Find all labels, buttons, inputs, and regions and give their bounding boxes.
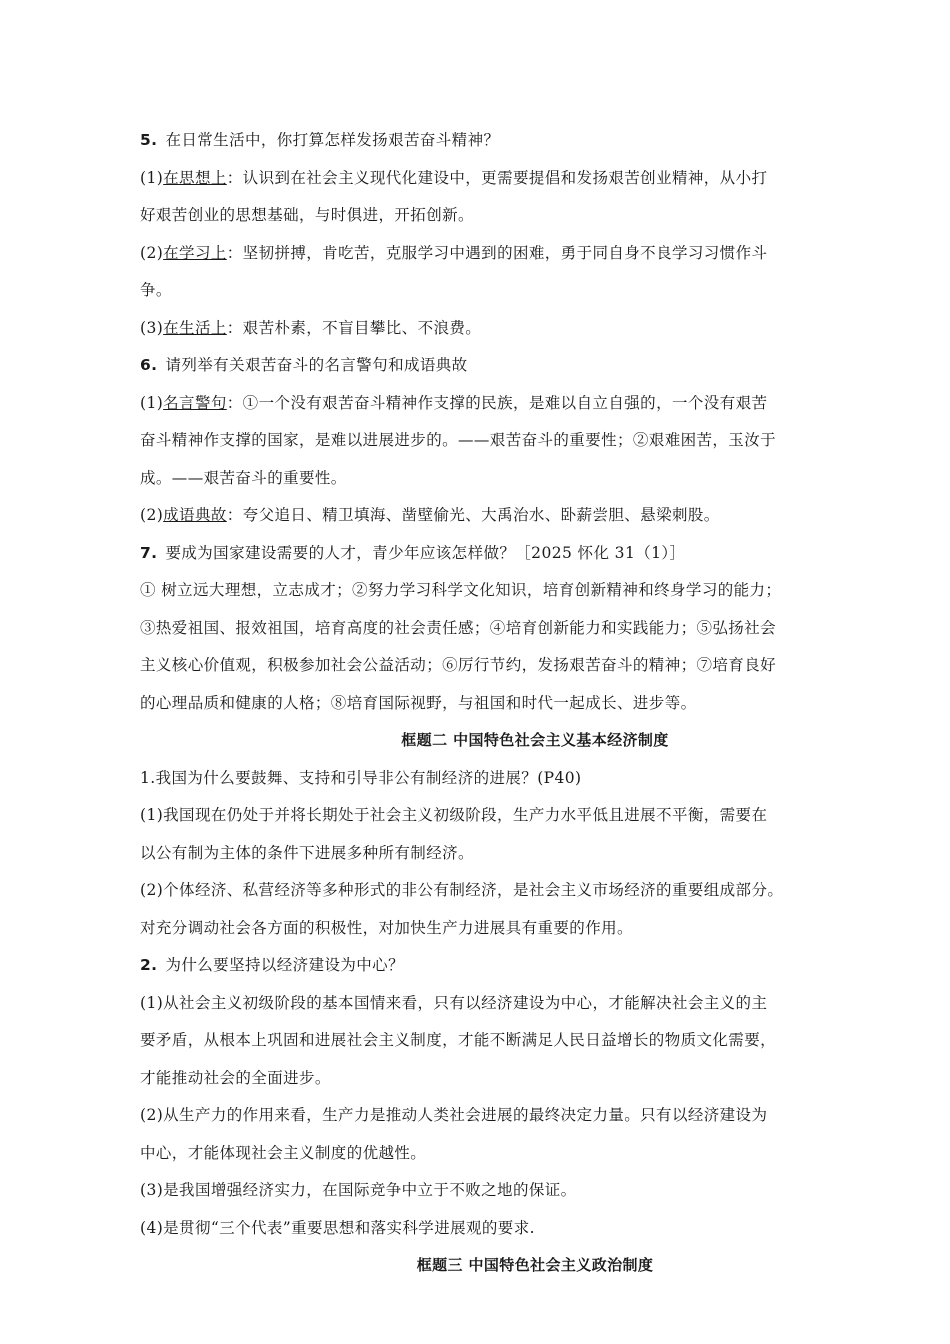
answer-line: (3)是我国增强经济实力，在国际竞争中立于不败之地的保证。	[140, 1181, 577, 1199]
answer-line: 要矛盾，从根本上巩固和进展社会主义制度，才能不断满足人民日益增长的物质文化需要，	[140, 1031, 777, 1049]
question-heading: 1.我国为什么要鼓舞、支持和引导非公有制经济的进展？(P40)	[140, 768, 582, 787]
section-2-title: 框题二 中国特色社会主义基本经济制度	[401, 731, 669, 749]
answer-line	[140, 497, 830, 535]
answer-line: (1)我国现在仍处于并将长期处于社会主义初级阶段，生产力水平低且进展不平衡，需要在	[140, 806, 768, 824]
section-3-title: 框题三 中国特色社会主义政治制度	[416, 1256, 654, 1274]
answer-line: 中心，才能体现社会主义制度的优越性。	[140, 1143, 427, 1162]
answer-line: 以公有制为主体的条件下进展多种所有制经济。	[140, 843, 474, 862]
item-prefix: (1)	[140, 168, 164, 187]
question-title: 要成为国家建设需要的人才，青少年应该怎样做？［2025 怀化 31（1）］	[165, 543, 686, 562]
item-sep: ：	[226, 318, 243, 337]
answer-line: 好艰苦创业的思想基础，与时俱进，开拓创新。	[140, 206, 474, 224]
item-prefix: (3)	[140, 318, 164, 337]
answer-line	[140, 385, 830, 423]
answer-line: 才能推动社会的全面进步。	[140, 1068, 331, 1087]
item-text: 认识到在社会主义现代化建设中，更需要提倡和发扬艰苦创业精神，从小打	[242, 168, 768, 187]
item-text: 坚韧拼搏，肯吃苦，克服学习中遇到的困难，勇于同自身不良学习习惯作斗	[242, 243, 768, 262]
answer-line: 主义核心价值观，积极参加社会公益活动；⑥厉行节约，发扬艰苦奋斗的精神；⑦培育良好	[140, 656, 777, 674]
answer-line: 奋斗精神作支撑的国家，是难以进展进步的。——艰苦奋斗的重要性；②艰难困苦，玉汝于	[140, 431, 777, 449]
question-number: 5.	[140, 131, 158, 149]
answer-line: (1)从社会主义初级阶段的基本国情来看，只有以经济建设为中心，才能解决社会主义的主	[140, 993, 768, 1012]
item-label: 名言警句	[163, 393, 227, 412]
question-number: 2.	[140, 956, 158, 974]
item-text: 艰苦朴素，不盲目攀比、不浪费。	[242, 318, 482, 337]
answer-line: 的心理品质和健康的人格；⑧培育国际视野，与祖国和时代一起成长、进步等。	[140, 693, 697, 712]
answer-line: (2)从生产力的作用来看，生产力是推动人类社会进展的最终决定力量。只有以经济建设为	[140, 1106, 768, 1124]
item-prefix: (2)	[140, 506, 164, 524]
question-number: 7.	[140, 543, 158, 562]
question-number: 6.	[140, 356, 158, 374]
item-prefix: (2)	[140, 243, 164, 262]
item-label: 在学习上	[163, 243, 227, 262]
answer-line: 成。——艰苦奋斗的重要性。	[140, 468, 347, 487]
question-6-heading	[140, 347, 830, 385]
question-title: 为什么要坚持以经济建设为中心？	[165, 956, 404, 974]
item-prefix: (1)	[140, 393, 164, 412]
item-label: 成语典故	[163, 506, 227, 524]
answer-line: (4)是贯彻“三个代表”重要思想和落实科学进展观的要求.	[140, 1218, 535, 1237]
item-label: 在生活上	[163, 318, 227, 337]
document-content	[140, 122, 830, 1285]
answer-line: (2)个体经济、私营经济等多种形式的非公有制经济，是社会主义市场经济的重要组成部分。	[140, 881, 784, 899]
answer-line: 争。	[140, 281, 172, 299]
answer-line: 对充分调动社会各方面的积极性，对加快生产力进展具有重要的作用。	[140, 918, 633, 937]
answer-line	[140, 160, 830, 198]
item-text: 夸父追日、精卫填海、凿壁偷光、大禹治水、卧薪尝胆、悬梁刺股。	[242, 506, 720, 524]
item-label: 在思想上	[163, 168, 227, 187]
item-sep: ：	[226, 506, 243, 524]
question-7-heading	[140, 535, 830, 573]
item-sep: ：	[226, 168, 243, 187]
question-title: 在日常生活中，你打算怎样发扬艰苦奋斗精神？	[165, 131, 500, 149]
answer-line: ③热爱祖国、报效祖国，培育高度的社会责任感；④培育创新能力和实践能力；⑤弘扬社会	[140, 618, 777, 637]
question-5-heading	[140, 122, 830, 160]
item-text: ①一个没有艰苦奋斗精神作支撑的民族，是难以自立自强的，一个没有艰苦	[242, 393, 768, 412]
question-title: 请列举有关艰苦奋斗的名言警句和成语典故	[165, 356, 468, 374]
item-sep: ：	[226, 393, 243, 412]
answer-line: ① 树立远大理想，立志成才；②努力学习科学文化知识，培育创新精神和终身学习的能力；	[140, 581, 782, 599]
item-sep: ：	[226, 243, 243, 262]
answer-line	[140, 235, 830, 273]
question-heading	[140, 947, 830, 985]
answer-line	[140, 310, 830, 348]
